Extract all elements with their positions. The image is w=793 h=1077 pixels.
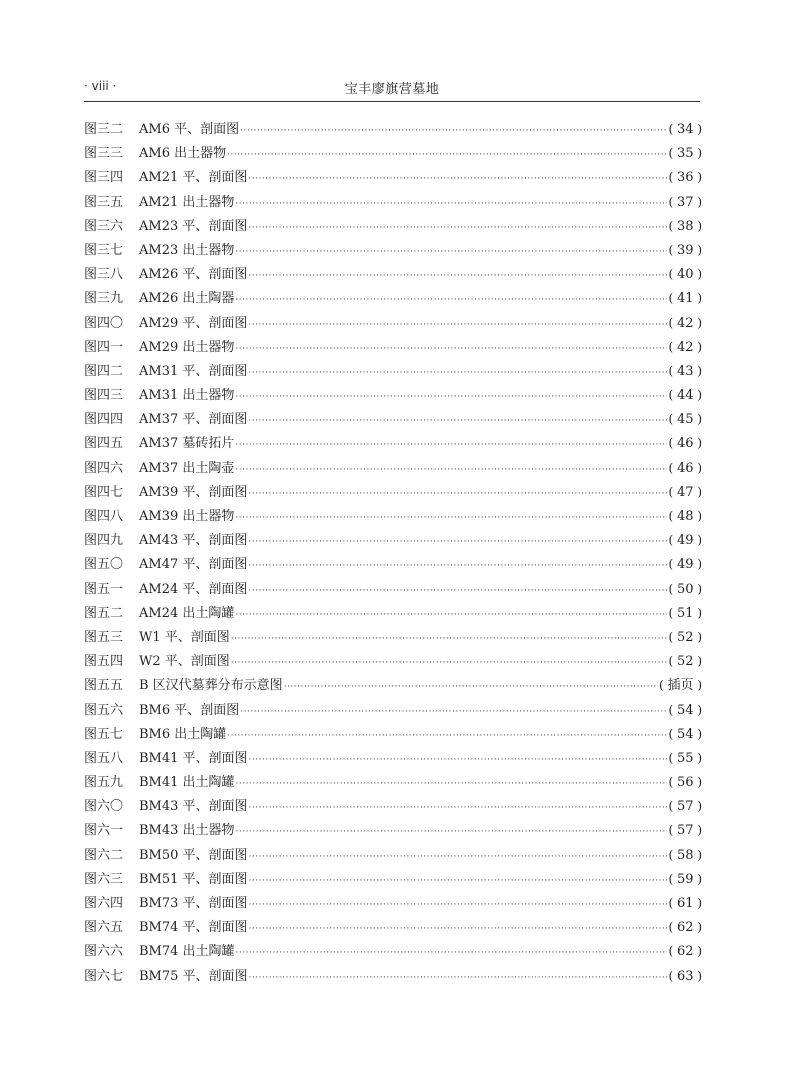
toc-entry[interactable] [84,311,702,335]
figure-title: AM47 平、剖面图 [139,557,248,573]
toc-entry[interactable] [84,214,702,238]
dot-leader [240,699,667,724]
figure-title: BM51 平、剖面图 [139,871,248,887]
page-number: · viii · [84,79,117,93]
page-reference: ( 54 ) [668,702,702,718]
running-header [84,78,700,100]
figure-title: AM26 平、剖面图 [139,267,248,283]
dot-leader [248,215,667,240]
figure-number: 图四五 [84,436,124,452]
toc-entry[interactable] [84,141,702,165]
dot-leader [248,263,667,288]
dot-leader [236,940,668,965]
page-value: 57 [676,823,694,839]
figure-title: BM50 平、剖面图 [139,847,248,863]
figure-title: AM43 平、剖面图 [139,533,248,549]
page-reference: ( 57 ) [668,799,702,815]
page-reference: ( 46 ) [668,460,702,476]
page-value: 58 [676,847,694,863]
dot-leader [249,868,668,893]
toc-entry[interactable] [84,165,702,189]
figure-number: 图六六 [84,944,124,960]
dot-leader [248,312,667,337]
figure-number: 图四一 [84,339,124,355]
figure-title: AM39 出土器物 [139,509,235,524]
page-value: 56 [676,775,694,791]
figure-number: 图五三 [84,629,124,645]
page-reference: ( 57 ) [668,823,702,839]
toc-entry[interactable] [84,504,702,528]
figure-number: 图三二 [84,122,124,137]
page-value: 47 [676,484,694,500]
figure-title: AM37 平、剖面图 [139,412,248,428]
page-reference: ( 62 ) [668,944,702,960]
figure-number: 图三五 [84,194,124,210]
figure-title: AM37 墓砖拓片 [139,436,235,452]
page-reference: ( 63 ) [668,968,702,984]
page-value: 40 [676,267,694,283]
page-value: 42 [676,339,694,355]
toc-entry[interactable] [84,625,702,649]
page-value: 38 [676,218,694,234]
page-reference: ( 55 ) [668,750,702,766]
figure-title: BM6 平、剖面图 [139,702,240,718]
page-value: 44 [676,388,694,404]
page-reference: ( 42 ) [668,339,702,355]
toc-entry[interactable] [84,964,702,988]
figure-number: 图三九 [84,291,124,307]
figure-number: 图四〇 [84,315,124,331]
page-reference: ( 35 ) [668,146,702,162]
toc-entry[interactable] [84,939,702,963]
figure-title: AM24 出土陶罐 [139,605,235,621]
figure-title: AM21 出土器物 [139,194,235,210]
page-reference: ( 47 ) [668,484,702,500]
figure-number: 图五六 [84,702,124,718]
toc-entry[interactable] [84,456,702,480]
dot-leader [231,626,668,651]
book-title: 宝丰廖旗营墓地 [344,82,440,97]
page-value: 61 [676,896,694,911]
figure-title: AM23 出土器物 [139,242,235,258]
dot-leader [227,723,667,748]
figure-title: AM29 出土器物 [139,339,235,355]
dot-leader [235,239,667,264]
figure-title: AM39 平、剖面图 [139,484,248,500]
dot-leader [235,602,667,627]
toc-entry[interactable] [84,286,702,310]
page-reference: ( 58 ) [668,847,702,863]
figure-list [84,117,702,988]
page-reference: ( 插页 ) [658,678,702,694]
figure-title: BM6 出土陶罐 [139,726,227,742]
toc-entry[interactable] [84,770,702,794]
dot-leader [227,142,667,167]
dot-leader [249,844,668,869]
toc-entry[interactable] [84,698,702,722]
figure-title: BM75 平、剖面图 [139,968,248,984]
toc-entry[interactable] [84,843,702,867]
toc-entry[interactable] [84,431,702,455]
figure-title: BM41 平、剖面图 [139,750,248,766]
dot-leader [235,432,667,457]
page-value: 52 [676,654,694,670]
page-value: 52 [676,629,694,645]
dot-leader [249,747,668,772]
figure-number: 图六二 [84,847,124,863]
page-value: 43 [676,363,694,379]
page-value: 54 [676,726,694,742]
toc-entry[interactable] [84,601,702,625]
dot-leader [236,819,668,844]
figure-number: 图三三 [84,146,124,162]
page-value: 62 [676,944,694,960]
page-reference: ( 62 ) [668,920,702,936]
page-value: 48 [676,509,694,524]
toc-entry[interactable] [84,722,702,746]
figure-number: 图三七 [84,242,124,258]
figure-title: BM43 平、剖面图 [139,799,248,815]
toc-entry[interactable] [84,335,702,359]
toc-entry[interactable] [84,480,702,504]
dot-leader [248,553,667,578]
dot-leader [248,481,667,506]
page-value: 34 [676,122,694,137]
figure-number: 图六七 [84,968,124,984]
page-reference: ( 49 ) [668,557,702,573]
figure-number: 图四八 [84,509,124,524]
page-reference: ( 52 ) [668,629,702,645]
dot-leader [235,505,667,530]
page-reference: ( 40 ) [668,267,702,283]
page-reference: ( 49 ) [668,533,702,549]
page-value: 42 [676,315,694,331]
page-reference: ( 39 ) [668,242,702,258]
figure-title: AM31 出土器物 [139,388,235,404]
toc-entry[interactable] [84,407,702,431]
dot-leader [235,457,667,482]
figure-number: 图六四 [84,896,124,911]
figure-number: 图六一 [84,823,124,839]
figure-number: 图三八 [84,267,124,283]
page-value: 59 [676,871,694,887]
toc-entry[interactable] [84,117,702,141]
page-reference: ( 56 ) [668,775,702,791]
dot-leader [248,529,667,554]
page-value: 50 [676,581,694,597]
page-reference: ( 41 ) [668,291,702,307]
page-value: 41 [676,291,694,307]
figure-number: 图六三 [84,871,124,887]
figure-title: B 区汉代墓葬分布示意图 [139,678,283,694]
toc-entry[interactable] [84,359,702,383]
figure-title: W2 平、剖面图 [139,654,230,670]
page-reference: ( 43 ) [668,363,702,379]
dot-leader [248,578,667,603]
page-value: 46 [676,460,694,476]
figure-number: 图六五 [84,920,124,936]
page-value: 35 [676,146,694,162]
dot-leader [240,118,667,143]
toc-entry[interactable] [84,262,702,286]
page-value: 55 [676,750,694,766]
page-reference: ( 36 ) [668,170,702,186]
dot-leader [249,965,668,990]
figure-number: 图四九 [84,533,124,549]
figure-number: 图四四 [84,412,124,428]
figure-title: BM41 出土陶罐 [139,775,235,791]
figure-title: BM74 出土陶罐 [139,944,235,960]
figure-title: AM6 平、剖面图 [139,122,240,137]
page-reference: ( 52 ) [668,654,702,670]
figure-number: 图三四 [84,170,124,186]
dot-leader [248,166,667,191]
figure-number: 图四七 [84,484,124,500]
dot-leader [235,287,667,312]
page-value: 62 [676,920,694,936]
page-reference: ( 46 ) [668,436,702,452]
figure-number: 图五五 [84,678,124,694]
toc-entry[interactable] [84,746,702,770]
figure-title: AM24 平、剖面图 [139,581,248,597]
dot-leader [248,408,667,433]
page-value: 63 [676,968,694,984]
toc-entry[interactable] [84,818,702,842]
dot-leader [249,892,668,917]
figure-title: AM23 平、剖面图 [139,218,248,234]
figure-number: 图四三 [84,388,124,404]
page-value: 46 [676,436,694,452]
page-value: 49 [676,533,694,549]
figure-number: 图三六 [84,218,124,234]
page-reference: ( 37 ) [668,194,702,210]
toc-entry[interactable] [84,577,702,601]
toc-entry[interactable] [84,891,702,915]
toc-entry[interactable] [84,528,702,552]
figure-title: BM74 平、剖面图 [139,920,248,936]
header-divider [84,101,700,102]
figure-number: 图四六 [84,460,124,476]
figure-title: W1 平、剖面图 [139,629,230,645]
dot-leader [249,795,668,820]
page-reference: ( 59 ) [668,871,702,887]
figure-title: AM37 出土陶壶 [139,460,235,476]
page-reference: ( 44 ) [668,388,702,404]
toc-entry[interactable] [84,238,702,262]
figure-title: BM43 出土器物 [139,823,235,839]
figure-title: BM73 平、剖面图 [139,896,248,911]
figure-title: AM6 出土器物 [139,146,227,162]
figure-number: 图五七 [84,726,124,742]
toc-entry[interactable] [84,673,702,697]
dot-leader [236,771,668,796]
page-reference: ( 38 ) [668,218,702,234]
page-value: 51 [676,605,694,621]
toc-entry[interactable] [84,383,702,407]
toc-entry[interactable] [84,794,702,818]
figure-number: 图六〇 [84,799,124,815]
page-reference: ( 54 ) [668,726,702,742]
figure-number: 图五〇 [84,557,124,573]
figure-number: 图五二 [84,605,124,621]
dot-leader [249,916,668,941]
page-reference: ( 51 ) [668,605,702,621]
toc-entry[interactable] [84,915,702,939]
page-value: 57 [676,799,694,815]
page-value: 54 [676,702,694,718]
figure-title: AM29 平、剖面图 [139,315,248,331]
dot-leader [248,360,667,385]
figure-title: AM31 平、剖面图 [139,363,248,379]
figure-number: 图五八 [84,750,124,766]
dot-leader [235,336,667,361]
page-value: 37 [676,194,694,210]
figure-number: 图五一 [84,581,124,597]
page-reference: ( 34 ) [668,122,702,137]
toc-entry[interactable] [84,552,702,576]
figure-title: AM26 出土陶器 [139,291,235,307]
page-value: 36 [676,170,694,186]
page-value: 39 [676,242,694,258]
page-reference: ( 61 ) [668,896,702,911]
toc-entry[interactable] [84,190,702,214]
figure-number: 图四二 [84,363,124,379]
page-reference: ( 50 ) [668,581,702,597]
dot-leader [231,650,668,675]
toc-entry[interactable] [84,867,702,891]
page-reference: ( 42 ) [668,315,702,331]
figure-title: AM21 平、剖面图 [139,170,248,186]
dot-leader [235,191,667,216]
page-reference: ( 48 ) [668,509,702,524]
page-value: 49 [676,557,694,573]
figure-number: 图五四 [84,654,124,670]
figure-number: 图五九 [84,775,124,791]
dot-leader [235,384,667,409]
page-reference: ( 45 ) [668,412,702,428]
page-value: 45 [676,412,694,428]
toc-entry[interactable] [84,649,702,673]
page-value: 插页 [667,678,694,694]
dot-leader [284,674,658,699]
